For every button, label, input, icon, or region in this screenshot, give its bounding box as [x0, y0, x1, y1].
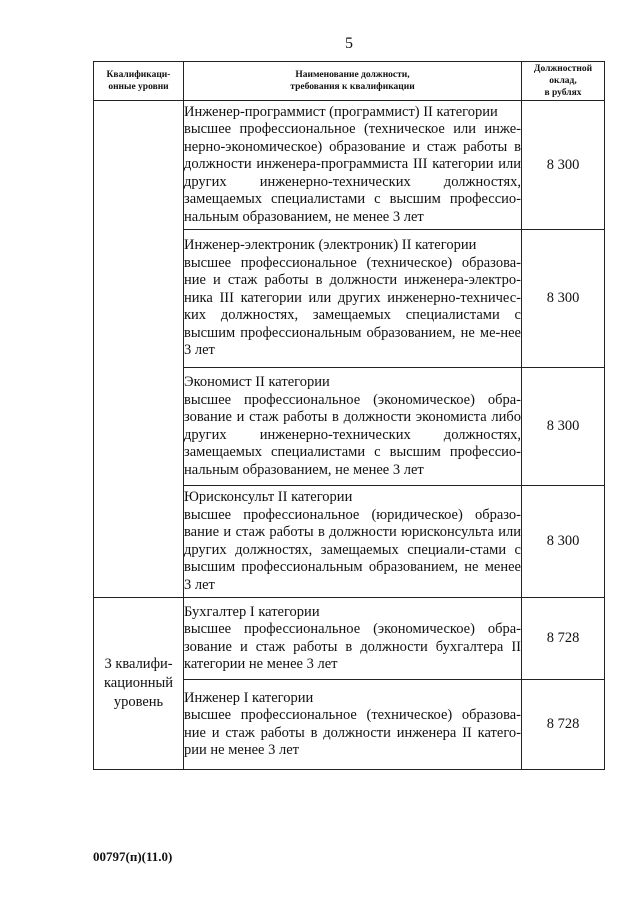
salary-value: 8 300 — [522, 230, 605, 368]
position-title: Инженер-программист (программист) II категории — [184, 103, 498, 120]
salary-value: 8 728 — [522, 598, 605, 680]
position-cell — [184, 101, 522, 230]
position-title: Юрисконсульт II категории — [184, 489, 353, 505]
position-cell — [184, 680, 522, 770]
page-number: 5 — [345, 35, 353, 52]
qualification-table — [93, 61, 605, 770]
level-cell — [94, 598, 184, 770]
document-code: 00797(п)(11.0) — [93, 849, 173, 864]
salary-value: 8 728 — [522, 680, 605, 770]
position-cell — [184, 598, 522, 680]
position-requirements: высшее профессиональное (техническое) образова-ние и стаж работы в должности инженера II катего-рии не менее 3 лет — [184, 707, 521, 758]
header-salary: Должностной оклад, в рублях — [522, 62, 605, 101]
salary-value: 8 300 — [522, 368, 605, 486]
position-requirements: высшее профессиональное (экономическое) обра-зование и стаж работы в должности бухгалтера II категории не менее 3 лет — [184, 621, 521, 672]
position-cell — [184, 486, 522, 598]
position-title: Бухгалтер I категории — [184, 603, 320, 620]
header-position-name: Наименование должности, требования к квалификации — [184, 62, 522, 101]
position-cell — [184, 230, 522, 368]
salary-value: 8 300 — [522, 101, 605, 230]
position-requirements: высшее профессиональное (экономическое) обра-зование и стаж работы в должности экономиста либо других инженерно-технических должностях, замещаемых специалистами с высшим профессио-нальным образованием, не менее 3 лет — [184, 391, 521, 478]
position-requirements: высшее профессиональное (техническое или инже-нерно-экономическое) образование и стаж работы в должности инженера-программиста III категории или других инженерно-технических должностях, замещаемых специалистами с высшим профессио-нальным образованием, не менее 3 лет — [184, 121, 521, 225]
table-row — [94, 598, 605, 680]
position-requirements: высшее профессиональное (юридическое) образо-вание и стаж работы в должности юрисконсульта или других должностях, замещаемых специали-стами с высшим профессиональным образованием, не менее 3 лет — [184, 506, 521, 593]
level-cell-empty — [94, 101, 184, 598]
salary-value: 8 300 — [522, 486, 605, 598]
table-header-row — [94, 62, 605, 101]
position-requirements: высшее профессиональное (техническое) образова-ние и стаж работы в должности инженера-электро-ника III категории или других инженерно-техничес-ких должностях, замещаемых специалистами с высшим профессиональным образованием, не ме-нее 3 лет — [184, 254, 521, 359]
position-title: Инженер I категории — [184, 689, 314, 706]
position-cell — [184, 368, 522, 486]
position-title: Инженер-электроник (электроник) II категории — [184, 237, 477, 254]
qualification-level-label: 3 квалифи- кационный уровень — [103, 656, 174, 710]
position-title: Экономист II категории — [184, 374, 330, 390]
header-qualification-levels: Квалификаци- онные уровни — [94, 62, 184, 101]
table-row — [94, 101, 605, 230]
